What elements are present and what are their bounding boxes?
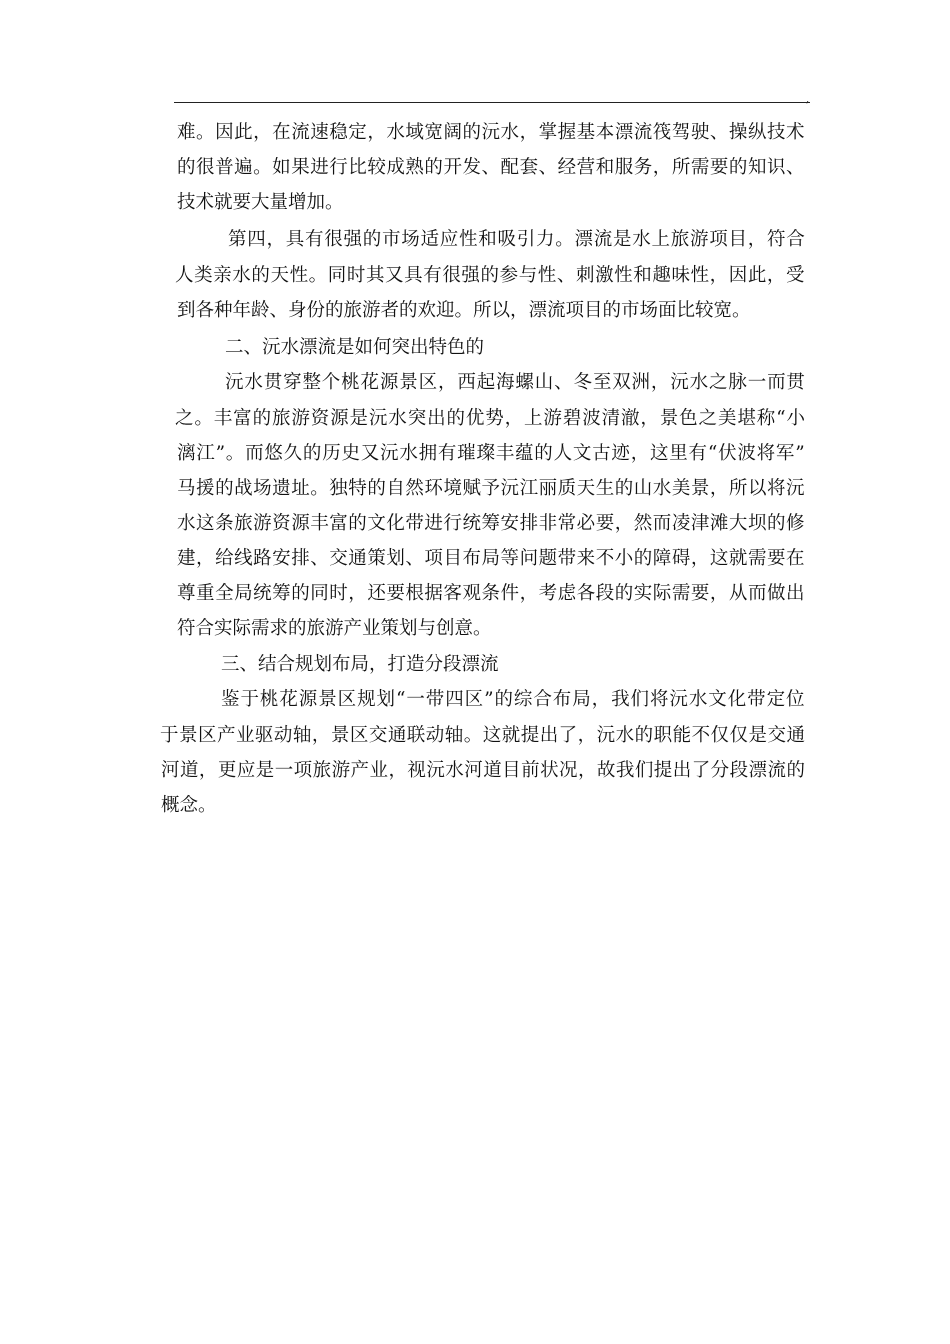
text-line: 难 。 因 此 ， 在 流 速 稳 定 ， 水 域 宽 阔 的 沅 水 ， 掌 握 基 本 漂 流 筏 驾 驶 、 操 纵 技 术 (177, 122, 805, 143)
text-line: 水 这 条 旅 游 资 源 丰 富 的 文 化 带 进 行 统 筹 安 排 非 常 必 要 ， 然 而 凌 津 滩 大 坝 的 修 (177, 513, 805, 534)
text-line: 的 很 普 遍 。 如 果 进 行 比 较 成 熟 的 开 发 、 配 套 、 经 营 和 服 务 ， 所 需 要 的 知 识 、 (177, 157, 805, 178)
text-line: 建 ， 给 线 路 安 排 、 交 通 策 划 、 项 目 布 局 等 问 题 带 来 不 小 的 障 碍 ， 这 就 需 要 在 (177, 548, 805, 569)
header-rule (174, 102, 810, 103)
text-line: 尊 重 全 局 统 筹 的 同 时 ， 还 要 根 据 客 观 条 件 ， 考 虑 各 段 的 实 际 需 要 ， 从 而 做 出 (177, 583, 805, 604)
text-line: 二、沅水漂流是如何突出特色的 (225, 337, 485, 358)
text-line: 河 道 ， 更 应 是 一 项 旅 游 产 业 ， 视 沅 水 河 道 目 前 状 况 ， 故 我 们 提 出 了 分 段 漂 流 的 (161, 760, 805, 781)
text-line: 符合实际需求的旅游产业策划与创意。 (177, 618, 492, 639)
text-line: 概念。 (161, 795, 217, 816)
text-line: 到各种年龄、身份的旅游者的欢迎。所以，漂流项目的市场面比较宽。 (177, 300, 751, 321)
text-line: 马 援 的 战 场 遗 址 。 独 特 的 自 然 环 境 赋 予 沅 江 丽 质 天 生 的 山 水 美 景 ， 所 以 将 沅 (177, 478, 805, 499)
text-line: 漓 江 ” 。 而 悠 久 的 历 史 又 沅 水 拥 有 璀 璨 丰 蕴 的 人 文 古 迹 ， 这 里 有 “ 伏 波 将 军 ” (177, 443, 805, 464)
text-line: 沅 水 贯 穿 整 个 桃 花 源 景 区 ， 西 起 海 螺 山 、 冬 至 双 洲 ， 沅 水 之 脉 一 而 贯 (225, 372, 805, 393)
text-line: 三、结合规划布局，打造分段漂流 (221, 654, 499, 675)
text-line: 技术就要大量增加。 (177, 192, 344, 213)
text-line: 第 四 ， 具 有 很 强 的 市 场 适 应 性 和 吸 引 力 。 漂 流 是 水 上 旅 游 项 目 ， 符 合 (228, 229, 805, 250)
text-line: 鉴 于 桃 花 源 景 区 规 划 “ 一 带 四 区 ” 的 综 合 布 局 ， 我 们 将 沅 水 文 化 带 定 位 (221, 689, 805, 710)
text-line: 于 景 区 产 业 驱 动 轴 ， 景 区 交 通 联 动 轴 。 这 就 提 出 了 ， 沅 水 的 职 能 不 仅 仅 是 交 通 (160, 725, 805, 746)
text-line: 之 。 丰 富 的 旅 游 资 源 是 沅 水 突 出 的 优 势 ， 上 游 碧 波 清 澈 ， 景 色 之 美 堪 称 “ 小 (175, 408, 805, 429)
header-corner-mark: , (806, 94, 810, 105)
text-line: 人 类 亲 水 的 天 性 。 同 时 其 又 具 有 很 强 的 参 与 性 、 刺 激 性 和 趣 味 性 ， 因 此 ， 受 (175, 265, 805, 286)
